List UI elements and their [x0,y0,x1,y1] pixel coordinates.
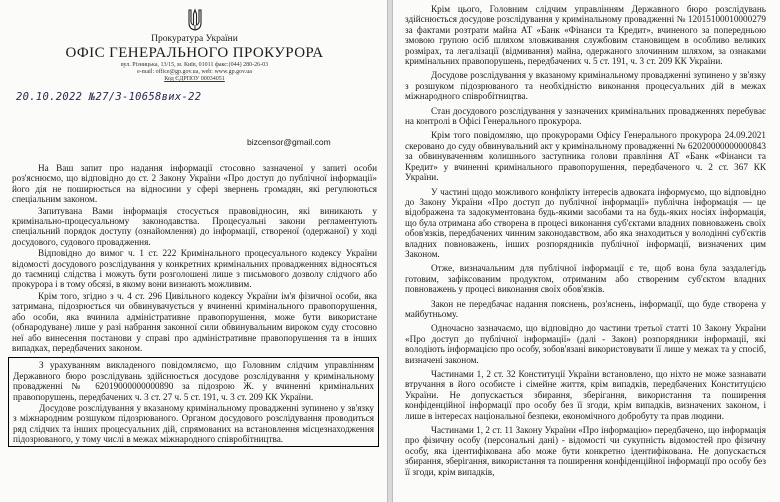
document-reference: 20.10.2022 №27/3-10658вих-22 [16,91,202,103]
right-paragraph: Закон не передбачає надання пояснень, роз'яснень, інформації, що буде створена у майбутньому. [405,298,766,319]
highlighted-section [8,357,379,446]
emblem [12,8,377,32]
left-paragraph: Відповідно до вимог ч. 1 ст. 222 Кримінального процесуального кодексу України відомості досудового розслідування у конкретних кримінальних провадженнях відносяться до таємниці слідства і можуть бути розголошені лише з письмового дозволу слідчого або прокурора і в тому обсязі, в якому вони визнають можливим. [12,248,377,290]
boxed-paragraph: Досудове розслідування у вказаному кримінальному провадженні зупинено у зв'язку з міжнародним розшуком підозрюваного. Органом досудового розслідування проводиться ряд слідчих та інших процесуальних дій, спрямованих на встановлення місцезнаходження підозрюваного, у тому числі в межах міжнародного співробітництва. [13,402,374,445]
left-paragraph: Крім того, згідно з ч. 4 ст. 296 Цивільного кодексу України ім'я фізичної особи, яка затримана, підозрюється чи обвинувачується у вчиненні кримінального правопорушення, або особи, яка вчинила адміністративне правопорушення, може бути використане (обнародуване) лише у разі набрання законної сили обвинувальним вироком суду стосовно неї або винесення постанови у справі про адміністративне правопорушення та в інших випадках, передбачених законом. [12,290,377,353]
org-top: Прокуратура України [151,34,238,44]
trident-icon [187,8,203,32]
letter-page-1 [0,0,388,502]
right-paragraph: Крім цього, Головним слідчим управлінням Державного бюро розслідувань здійснюється досудове розслідування у кримінальному провадженні № 12015100010000279 за фактами розтрати майна АТ «Банк «Фінанси та Кредит», вчиненого за попередньою змовою групою осіб шляхом зловживання службовим становищем в особливо великих розмірах, та легалізації (відмивання) майна, одержаного злочинним шляхом, за ознаками кримінальних правопорушень, передбачених ч. 5 ст. 191, ч. 3 ст. 209 КК України. [405,4,766,67]
letter-page-2 [392,0,780,502]
org-title: ОФІС ГЕНЕРАЛЬНОГО ПРОКУРОРА [65,45,324,61]
left-paragraph: Запитувана Вами інформація стосується правовідносин, які виникають у кримінально-процесуальному законодавства. Процесуальні закони регламентують спеціальний порядок доступу (ознайомлення) до інформації, створеної (одержаної) у ході досудового, судового провадження. [12,205,377,247]
org-address: вул. Різницька, 13/15, м. Київ, 01011 факс:(044) 280-26-03 [120,62,269,68]
right-paragraph: Одночасно зазначаємо, що відповідно до частини третьої статті 10 Закону України «Про доступ до публічної інформації» (далі - Закон) розпорядники інформації, які володіють інформацією про особу, зобов'язані використовувати її лише у межах та у спосіб, визначені законом. [405,323,766,365]
recipient-email: bizcensor@gmail.com [247,137,331,147]
left-paragraph: На Ваш запит про надання інформації стосовно зазначеної у запиті особи роз'яснюємо, що відповідно до ст. 2 Закону України «Про доступ до публічної інформації» його дія не поширюється на відносини у сфері звернень громадян, які регулюються спеціальним законом. [12,163,377,205]
right-paragraph: Стан досудового розслідування у зазначених кримінальних провадженнях перебуває на контролі в Офісі Генерального прокурора. [405,105,766,127]
org-code: Код ЄДРПОУ 00034051 [164,76,225,82]
right-paragraph: Частинами 1, 2 ст. 32 Конституції України встановлено, що ніхто не може зазнавати втручання в його особисте і сімейне життя, крім випадків, передбачених Конституцією України. Не допускається збирання, зберігання, використання та поширення конфіденційної інформації про особу без її згоди, крім випадків, визначених законом, і лише в інтересах національної безпеки, економічного добробуту та прав людини. [405,369,766,421]
right-paragraph: Крім того повідомляю, що прокурорами Офісу Генерального прокурора 24.09.2021 скеровано до суду обвинувальний акт у кримінальному провадженні № 62020000000000843 за обвинуваченням колишнього заступника голови правління АТ «Банк «Фінанси та Кредит» у вчиненні кримінального правопорушення, передбаченого ч. 2 ст. 367 КК України. [405,130,766,183]
right-paragraph: Частинами 1, 2 ст. 11 Закону України «Про інформацію» передбачено, що інформація про фізичну особу (персональні дані) - відомості чи сукупність відомостей про фізичну особу, яка ідентифікована або може бути конкретно ідентифікована. Не допускається збирання, зберігання, використання та поширення конфіденційної інформації про особу без її згоди, крім випадків, [405,425,766,477]
right-paragraph: Досудове розслідування у вказаному кримінальному провадженні зупинено у зв'язку з розшуком підозрюваного та необхідністю виконання процесуальних дій в межах міжнародного співробітництва. [405,70,766,102]
boxed-paragraph: З урахуванням викладеного повідомляємо, що Головним слідчим управлінням Державного бюро розслідувань здійснюється досудове розслідування у кримінальному провадженні № 62019000000000890 за підозрою Ж. у вчиненні кримінальних правопорушень, передбачених ч. 3 ст. 27 ч. 5 ст. 191, ч. 3 ст. 209 КК України. [13,360,374,402]
right-paragraph: У частині щодо можливого конфлікту інтересів адвоката інформуємо, що відповідно до Закону України «Про доступ до публічної інформації» публічна інформація — це відображена та задокументована будь-якими засобами та на будь-яких носіях інформація, що була отримана або створена в процесі виконання суб'єктами владних повноважень своїх обов'язків, передбачених чинним законодавством, або яка знаходиться у володінні суб'єктів владних повноважень, інших розпорядників публічної інформації, визначених цим Законом. [405,186,766,259]
org-contacts: e-mail: office@gp.gov.ua, web: www.gp.gov.ua [137,69,252,75]
right-paragraph: Отже, визначальним для публічної інформації є те, щоб вона була заздалегідь готовим, зафіксованим продуктом, отриманим або створеним суб'єктом владних повноважень у процесі виконання своїх обов'язків. [405,263,766,295]
